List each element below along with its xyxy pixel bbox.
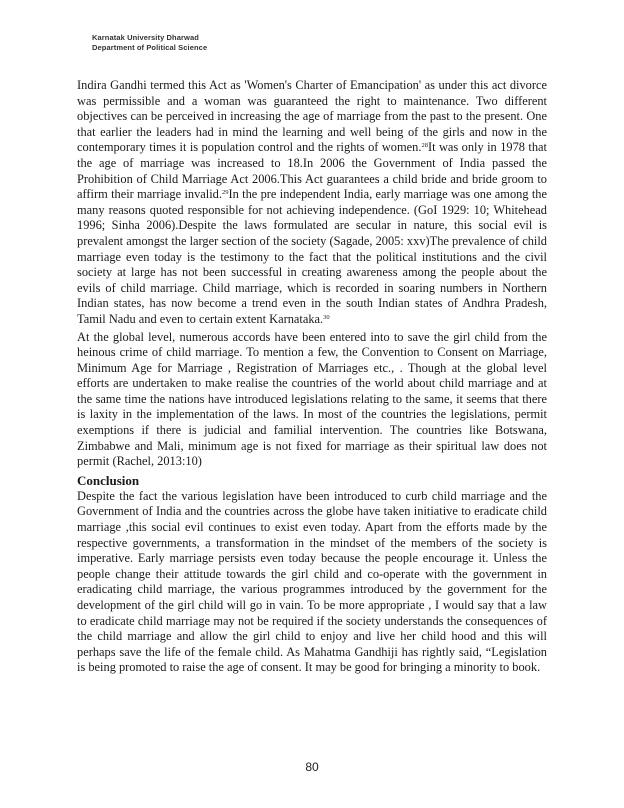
running-header: [92, 33, 207, 53]
conclusion-heading: Conclusion: [77, 472, 140, 488]
paragraph-legislation-history: [77, 78, 547, 328]
page-body: [77, 78, 547, 676]
page-number: 80: [305, 760, 319, 774]
footnote-ref: 29: [221, 189, 229, 197]
paragraph-text: In the pre independent India, early marriage was one among the many reasons quoted responsible for not achieving independence. (GoI 1929: 10; Whitehead 1996; Sinha 2006).Despite the laws formulated are secular in nature, this social evil is prevalent amongst the larger section of the society (Sagade, 2005: xxv)The prevalence of child marriage even today is the testimony to the fact that the political institutions and the civil society at large has not been successful in creating awareness among the people about the evils of child marriage. Child marriage, which is recorded in soaring numbers in Northern Indian states, has now become a trend even in the south Indian states of Andhra Pradesh, Tamil Nadu and even to certain extent Karnataka.: [77, 187, 547, 326]
footnote-ref: 30: [323, 313, 330, 321]
paragraph-text: Indira Gandhi termed this Act as 'Women's Charter of Emancipation' as under this act divorce was permissible and a woman was guaranteed the right to maintenance. Two different objectives can be perceived in increasing the age of marriage from the past to the present. One that earlier the leaders had in mind the learning and well being of the girls and now in the contemporary times it is population control and the rights of women.: [77, 78, 547, 155]
header-university: Karnatak University Dharwad: [92, 33, 199, 42]
paragraph-conclusion: Despite the fact the various legislation have been introduced to curb child marriage and the Government of India and the countries across the globe have taken initiative to eradicate child marriage ,this social evil continues to exist even today. Apart from the efforts made by the respective governments, a transformation in the mindset of the members of the society is imperative. Early marriage persists even today because the people encourage it. Unless the people change their attitude towards the girl child and co-operate with the government in eradicating child marriage, the various programmes introduced by the government for the development of the girl child will go in vain. To be more appropriate , I would say that a law to eradicate child marriage may not be required if the society understands the consequences of the child marriage and allow the girl child to enjoy and live her child hood and this will perhaps save the life of the female child. As Mahatma Gandhiji has rightly said, “Legislation is being promoted to raise the age of consent. It may be good for bringing a minority to book.: [77, 488, 547, 675]
paragraph-text: It was only in 1978 that the age of marriage was increased to 18.In 2006 the Government of India passed the Prohibition of Child Marriage Act 2006.This Act guarantees a child bride and bride groom to affirm their marriage invalid.: [77, 140, 547, 202]
footnote-ref: 28: [421, 142, 428, 150]
header-department: Department of Political Science: [92, 43, 208, 52]
paragraph-global-level: At the global level, numerous accords have been entered into to save the girl child from the heinous crime of child marriage. To mention a few, the Convention to Consent on Marriage, Minimum Age for Marriage , Registration of Marriages etc., . Though at the global level efforts are undertaken to make realise the countries of the world about child marriage and at the same time the nations have introduced legislations relating to the same, it seems that there is laxity in the implementation of the laws. In most of the countries the legislations, permit exemptions if there is judicial and familial intervention. The countries like Botswana, Zimbabwe and Mali, minimum age is not fixed for marriage as their spiritual law does not permit (Rachel, 2013:10): [77, 329, 547, 469]
